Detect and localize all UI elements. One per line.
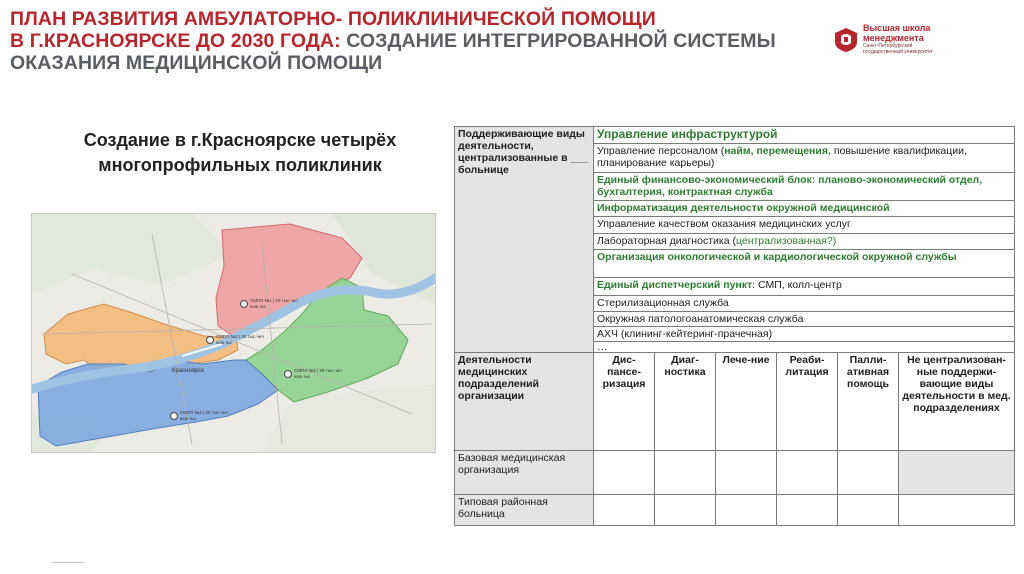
- support-row: [594, 278, 1015, 296]
- title-line-2-gray: СОЗДАНИЕ ИНТЕГРИРОВАННОЙ СИСТЕМЫ: [340, 30, 776, 52]
- gsom-emblem-icon: [834, 27, 858, 53]
- column-header: Палли-ативная помощь: [838, 353, 899, 450]
- support-row: Организация онкологической и кардиологической окружной службы: [594, 249, 1015, 277]
- support-row: [594, 144, 1015, 172]
- support-row: Стерилизационная служба: [594, 296, 1015, 311]
- table-cell: [716, 450, 777, 495]
- title-line-2-red: В Г.КРАСНОЯРСКЕ ДО 2030 ГОДА:: [10, 30, 341, 52]
- support-row-text: Лабораторная диагностика (: [597, 234, 736, 247]
- activities-label: Деятельности медицинских подразделений организации: [455, 353, 594, 450]
- map-canvas: [32, 214, 435, 452]
- slide-title: [10, 8, 810, 74]
- table-cell-shaded: [899, 450, 1015, 495]
- support-row: [594, 233, 1015, 249]
- support-row: Управление инфраструктурой: [594, 127, 1015, 144]
- table-cell: [655, 495, 716, 526]
- column-header: Дис-пансе-ризация: [594, 353, 655, 450]
- row-label-typical: Типовая районная больница: [455, 495, 594, 526]
- logo-sub-1: Санкт-Петербургский: [863, 43, 913, 49]
- support-row-highlight: централизованная?): [735, 234, 837, 247]
- table-cell: [777, 450, 838, 495]
- support-row-highlight: Единый диспетчерский пункт: [597, 279, 753, 292]
- support-row-text: Управление персоналом (: [597, 145, 725, 158]
- subtitle-line-2: многопрофильных поликлиник: [98, 155, 382, 175]
- subtitle-line-1: Создание в г.Красноярске четырёх: [83, 130, 397, 150]
- gsom-logo: [834, 24, 933, 55]
- row-label-base: Базовая медицинская организация: [455, 450, 594, 495]
- table-cell: [716, 495, 777, 526]
- map-marker-sub: КМБ №2: [216, 340, 232, 345]
- map-marker-sub: КМБ №4: [180, 416, 196, 421]
- support-row: Окружная патологоанатомическая служба: [594, 311, 1015, 326]
- table-cell: [777, 495, 838, 526]
- column-header: Диаг-ностика: [655, 353, 716, 450]
- logo-sub-2: государственный университет: [863, 49, 933, 55]
- subtitle: [55, 128, 425, 178]
- column-header: Лече-ние: [716, 353, 777, 450]
- table-cell: [594, 495, 655, 526]
- support-row: Управление качеством оказания медицинских услуг: [594, 217, 1015, 233]
- map-city-label: Красноярск: [172, 368, 205, 374]
- title-line-2: [10, 30, 810, 52]
- title-line-1: ПЛАН РАЗВИТИЯ АМБУЛАТОРНО- ПОЛИКЛИНИЧЕСКОЙ ПОМОЩИ: [10, 8, 656, 30]
- support-row-text: повышение квалификации, планирование карьеры): [597, 145, 967, 170]
- map-marker-label: СМПЛ №2 | 20 тыс.чел: [216, 334, 264, 339]
- map-marker-label: СМПЛ №3 | 20 тыс.чел: [294, 368, 342, 373]
- logo-line-2: менеджмента: [863, 32, 924, 43]
- support-activities-label: Поддерживающие виды деятельности, централизованные в ___ больнице: [455, 127, 594, 353]
- support-row: …: [594, 342, 1015, 353]
- title-line-3: ОКАЗАНИЯ МЕДИЦИНСКОЙ ПОМОЩИ: [10, 52, 383, 74]
- support-row-text: : СМП, колл-центр: [752, 279, 842, 292]
- table-cell: [838, 450, 899, 495]
- map-marker-sub: КМБ №3: [294, 374, 310, 379]
- table-cell: [899, 495, 1015, 526]
- support-row: Единый финансово-экономический блок: планово-экономический отдел, бухгалтерия, контрактная служба: [594, 172, 1015, 200]
- column-header: Не централизован-ные поддержи-вающие виды деятельности в мед. подразделениях: [899, 353, 1015, 450]
- support-row: АХЧ (клининг-кейтеринг-прачечная): [594, 326, 1015, 341]
- integration-table: [454, 126, 1015, 526]
- table-cell: [655, 450, 716, 495]
- support-row-highlight: найм, перемещения,: [724, 145, 831, 158]
- table-cell: [838, 495, 899, 526]
- column-header: Реаби-литация: [777, 353, 838, 450]
- logo-text: [863, 24, 933, 55]
- support-row: Информатизация деятельности окружной медицинской: [594, 201, 1015, 217]
- logo-line-1: Высшая школа: [863, 23, 931, 33]
- map-marker-label: СМПЛ №4 | 20 тыс.чел: [180, 410, 228, 415]
- map-marker-sub: КМБ №1: [250, 304, 266, 309]
- district-map: [31, 213, 436, 453]
- footer-divider: [52, 562, 84, 563]
- table-cell: [594, 450, 655, 495]
- map-marker-label: СМПЛ №1 | 20 тыс.чел: [250, 298, 298, 303]
